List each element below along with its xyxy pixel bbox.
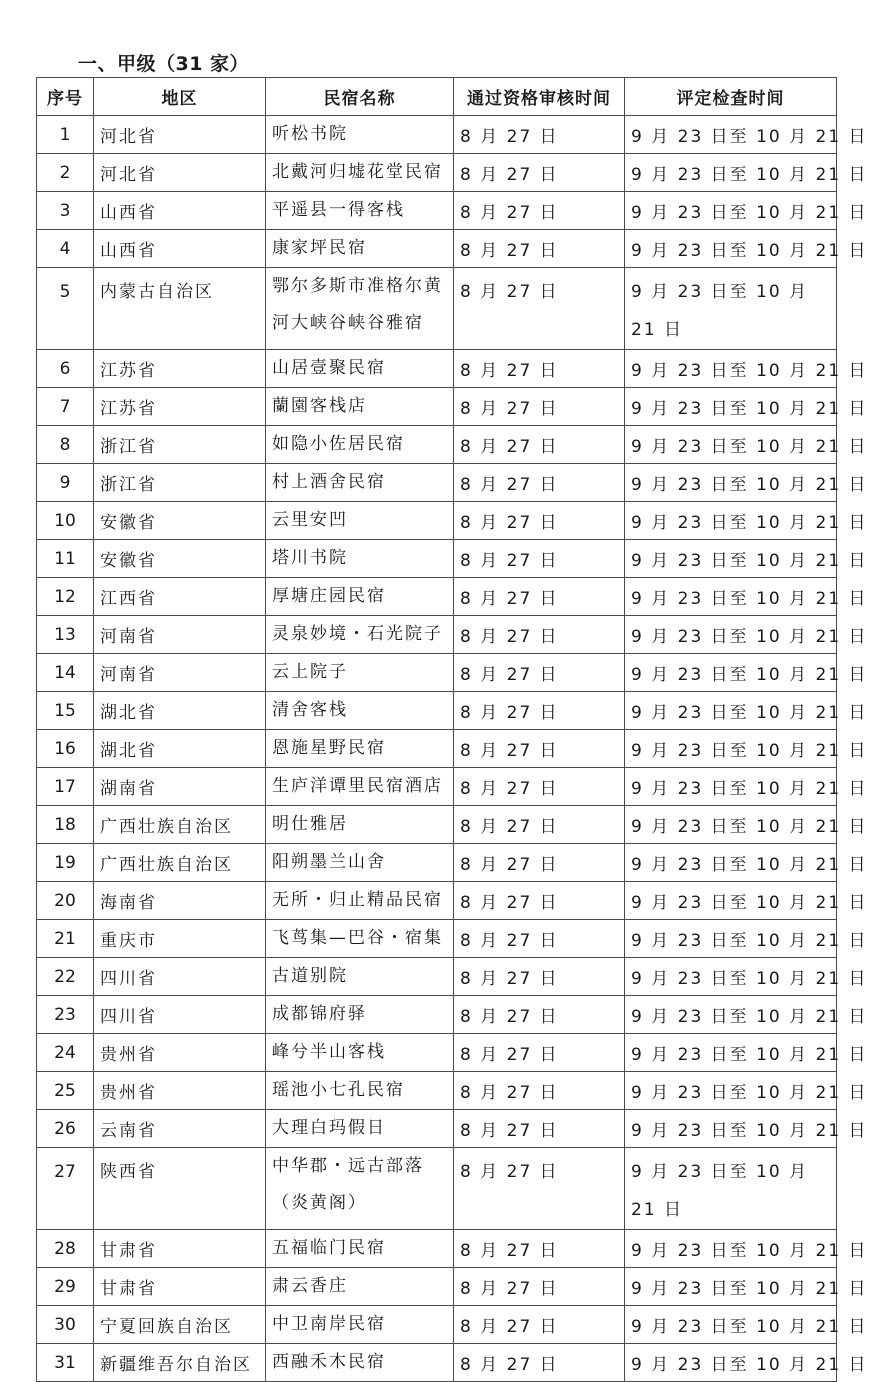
table-row — [37, 1148, 837, 1230]
cell-name — [266, 654, 454, 692]
cell-inspect-period: 9 月 23 日至 10 月 21 日 — [625, 654, 837, 692]
cell-inspect-period: 9 月 23 日至 10 月 21 日 — [625, 1230, 837, 1268]
cell-name — [266, 230, 454, 268]
cell-inspect-period: 9 月 23 日至 10 月 21 日 — [625, 540, 837, 578]
cell-qualify-date: 8 月 27 日 — [454, 920, 625, 958]
cell-name — [266, 350, 454, 388]
cell-name-line: 飞茑集—巴谷・宿集 — [272, 928, 443, 948]
cell-name — [266, 692, 454, 730]
cell-inspect-period: 9 月 23 日至 10 月 21 日 — [625, 768, 837, 806]
table-row — [37, 920, 837, 958]
cell-name-line: 厚塘庄园民宿 — [272, 586, 386, 606]
cell-no: 6 — [37, 350, 94, 388]
cell-region: 贵州省 — [94, 1034, 266, 1072]
cell-name — [266, 1110, 454, 1148]
cell-region: 山西省 — [94, 192, 266, 230]
table-row — [37, 192, 837, 230]
cell-region: 四川省 — [94, 996, 266, 1034]
table-row — [37, 464, 837, 502]
cell-no: 27 — [37, 1148, 94, 1230]
cell-qualify-date: 8 月 27 日 — [454, 154, 625, 192]
table-row — [37, 882, 837, 920]
cell-region: 河北省 — [94, 154, 266, 192]
cell-inspect-period: 9 月 23 日至 10 月 21 日 — [625, 730, 837, 768]
cell-no: 19 — [37, 844, 94, 882]
cell-name — [266, 426, 454, 464]
cell-qualify-date: 8 月 27 日 — [454, 192, 625, 230]
cell-region: 江西省 — [94, 578, 266, 616]
cell-no: 21 — [37, 920, 94, 958]
homestay-table — [36, 77, 868, 1382]
cell-qualify-date: 8 月 27 日 — [454, 844, 625, 882]
cell-region: 内蒙古自治区 — [94, 268, 266, 350]
cell-region: 河北省 — [94, 116, 266, 154]
cell-qualify-date: 8 月 27 日 — [454, 1034, 625, 1072]
cell-name — [266, 540, 454, 578]
cell-region: 宁夏回族自治区 — [94, 1306, 266, 1344]
table-row — [37, 116, 837, 154]
cell-no: 24 — [37, 1034, 94, 1072]
cell-region: 湖北省 — [94, 692, 266, 730]
cell-name — [266, 388, 454, 426]
cell-qualify-date: 8 月 27 日 — [454, 1306, 625, 1344]
cell-name — [266, 958, 454, 996]
table-row — [37, 654, 837, 692]
cell-no: 3 — [37, 192, 94, 230]
cell-inspect-period: 9 月 23 日至 10 月 21 日 — [625, 1034, 837, 1072]
cell-name-line: 蘭園客栈店 — [272, 396, 367, 416]
cell-no: 5 — [37, 268, 94, 350]
table-row — [37, 388, 837, 426]
cell-region: 浙江省 — [94, 464, 266, 502]
cell-inspect-period: 9 月 23 日至 10 月 21 日 — [625, 616, 837, 654]
cell-region: 甘肃省 — [94, 1268, 266, 1306]
cell-region: 广西壮族自治区 — [94, 844, 266, 882]
cell-qualify-date: 8 月 27 日 — [454, 1148, 625, 1230]
cell-name — [266, 616, 454, 654]
col-header-name: 民宿名称 — [266, 78, 454, 116]
cell-inspect-period: 9 月 23 日至 10 月 21 日 — [625, 1110, 837, 1148]
table-row — [37, 540, 837, 578]
cell-qualify-date: 8 月 27 日 — [454, 388, 625, 426]
cell-name — [266, 1230, 454, 1268]
col-header-no: 序号 — [37, 78, 94, 116]
cell-name — [266, 116, 454, 154]
cell-no: 9 — [37, 464, 94, 502]
cell-qualify-date: 8 月 27 日 — [454, 268, 625, 350]
cell-region: 四川省 — [94, 958, 266, 996]
cell-qualify-date: 8 月 27 日 — [454, 426, 625, 464]
cell-name-line: 五福临门民宿 — [272, 1238, 386, 1258]
cell-inspect-period: 9 月 23 日至 10 月 21 日 — [625, 1306, 837, 1344]
cell-inspect-period: 9 月 23 日至 10 月 21 日 — [625, 806, 837, 844]
table-row — [37, 768, 837, 806]
cell-name-line: 生庐洋谭里民宿酒店 — [272, 776, 443, 796]
cell-name — [266, 502, 454, 540]
cell-inspect-period: 9 月 23 日至 10 月 21 日 — [625, 920, 837, 958]
cell-name — [266, 730, 454, 768]
cell-qualify-date: 8 月 27 日 — [454, 350, 625, 388]
cell-name-line: 塔川书院 — [272, 548, 348, 568]
table-row — [37, 1230, 837, 1268]
cell-inspect-period: 9 月 23 日至 10 月 21 日 — [625, 116, 837, 154]
cell-qualify-date: 8 月 27 日 — [454, 692, 625, 730]
cell-no: 15 — [37, 692, 94, 730]
table-row — [37, 230, 837, 268]
cell-name-line: 平遥县一得客栈 — [272, 200, 405, 220]
cell-no: 14 — [37, 654, 94, 692]
cell-no: 28 — [37, 1230, 94, 1268]
cell-region: 湖北省 — [94, 730, 266, 768]
cell-name-line: 中华郡・远古部落 — [272, 1156, 424, 1176]
cell-no: 11 — [37, 540, 94, 578]
table-row — [37, 958, 837, 996]
table-row — [37, 350, 837, 388]
cell-region: 海南省 — [94, 882, 266, 920]
cell-qualify-date: 8 月 27 日 — [454, 1344, 625, 1382]
cell-region: 重庆市 — [94, 920, 266, 958]
cell-region: 甘肃省 — [94, 1230, 266, 1268]
cell-inspect-period: 9 月 23 日至 10 月 21 日 — [625, 192, 837, 230]
cell-name — [266, 806, 454, 844]
cell-region: 河南省 — [94, 616, 266, 654]
table-row — [37, 1306, 837, 1344]
cell-no: 25 — [37, 1072, 94, 1110]
cell-qualify-date: 8 月 27 日 — [454, 730, 625, 768]
cell-inspect-period: 9 月 23 日至 10 月 21 日 — [625, 350, 837, 388]
table-row — [37, 996, 837, 1034]
cell-no: 23 — [37, 996, 94, 1034]
cell-name — [266, 1034, 454, 1072]
cell-name-line: 云上院子 — [272, 662, 348, 682]
cell-inspect-period: 9 月 23 日至 10 月 21 日 — [625, 882, 837, 920]
cell-name-line: 康家坪民宿 — [272, 238, 367, 258]
cell-region: 云南省 — [94, 1110, 266, 1148]
cell-name-line: 北戴河归墟花堂民宿 — [272, 162, 443, 182]
cell-no: 16 — [37, 730, 94, 768]
col-header-qualify-date: 通过资格审核时间 — [454, 78, 625, 116]
cell-name-line: 西融禾木民宿 — [272, 1352, 386, 1372]
cell-no: 17 — [37, 768, 94, 806]
cell-name-line: 大理白玛假日 — [272, 1118, 386, 1138]
table-row — [37, 616, 837, 654]
cell-qualify-date: 8 月 27 日 — [454, 958, 625, 996]
cell-region: 陕西省 — [94, 1148, 266, 1230]
cell-name — [266, 1344, 454, 1382]
cell-qualify-date: 8 月 27 日 — [454, 540, 625, 578]
cell-qualify-date: 8 月 27 日 — [454, 882, 625, 920]
cell-name-line: 无所・归止精品民宿 — [272, 890, 443, 910]
cell-name-line: 听松书院 — [272, 124, 348, 144]
table-row — [37, 1034, 837, 1072]
col-header-inspect-period: 评定检查时间 — [625, 78, 837, 116]
cell-name-line: 峰兮半山客栈 — [272, 1042, 386, 1062]
table-row — [37, 1110, 837, 1148]
cell-name-line: 如隐小佐居民宿 — [272, 434, 405, 454]
cell-name-line: 清舍客栈 — [272, 700, 348, 720]
cell-name-line: 河大峡谷峡谷雅宿 — [272, 313, 424, 333]
table-row — [37, 426, 837, 464]
cell-qualify-date: 8 月 27 日 — [454, 996, 625, 1034]
table-row — [37, 1268, 837, 1306]
cell-inspect-period: 9 月 23 日至 10 月 21 日 — [625, 426, 837, 464]
cell-no: 22 — [37, 958, 94, 996]
cell-name — [266, 154, 454, 192]
cell-name — [266, 768, 454, 806]
table-row — [37, 154, 837, 192]
cell-inspect-period: 9 月 23 日至 10 月 21 日 — [625, 996, 837, 1034]
cell-name — [266, 268, 454, 350]
cell-region: 安徽省 — [94, 540, 266, 578]
table-row — [37, 730, 837, 768]
cell-qualify-date: 8 月 27 日 — [454, 806, 625, 844]
cell-name — [266, 1306, 454, 1344]
cell-name-line: 鄂尔多斯市准格尔黄 — [272, 276, 443, 296]
cell-no: 20 — [37, 882, 94, 920]
cell-name-line: 阳朔墨兰山舍 — [272, 852, 386, 872]
cell-no: 12 — [37, 578, 94, 616]
cell-inspect-period: 9 月 23 日至 10 月 21 日 — [625, 578, 837, 616]
cell-no: 2 — [37, 154, 94, 192]
table-row — [37, 268, 837, 350]
cell-no: 7 — [37, 388, 94, 426]
cell-region: 广西壮族自治区 — [94, 806, 266, 844]
cell-name-line: 村上酒舍民宿 — [272, 472, 386, 492]
cell-region: 江苏省 — [94, 350, 266, 388]
col-header-region: 地区 — [94, 78, 266, 116]
cell-name — [266, 1148, 454, 1230]
table-row — [37, 692, 837, 730]
table-row — [37, 1072, 837, 1110]
cell-no: 10 — [37, 502, 94, 540]
cell-name-line: 云里安凹 — [272, 510, 348, 530]
cell-name-line: 古道别院 — [272, 966, 348, 986]
table-row — [37, 578, 837, 616]
cell-qualify-date: 8 月 27 日 — [454, 768, 625, 806]
cell-inspect-period: 9 月 23 日至 10 月 21 日 — [625, 268, 837, 350]
cell-region: 江苏省 — [94, 388, 266, 426]
cell-inspect-period: 9 月 23 日至 10 月 21 日 — [625, 1072, 837, 1110]
cell-name-line: 恩施星野民宿 — [272, 738, 386, 758]
cell-qualify-date: 8 月 27 日 — [454, 230, 625, 268]
table-row — [37, 502, 837, 540]
cell-name-line: 灵泉妙境・石光院子 — [272, 624, 443, 644]
cell-region: 贵州省 — [94, 1072, 266, 1110]
cell-qualify-date: 8 月 27 日 — [454, 464, 625, 502]
cell-qualify-date: 8 月 27 日 — [454, 654, 625, 692]
cell-qualify-date: 8 月 27 日 — [454, 578, 625, 616]
cell-no: 1 — [37, 116, 94, 154]
cell-name — [266, 844, 454, 882]
cell-no: 18 — [37, 806, 94, 844]
section-heading: 一、甲级（31 家） — [78, 53, 250, 75]
cell-name — [266, 464, 454, 502]
cell-name — [266, 996, 454, 1034]
cell-inspect-period: 9 月 23 日至 10 月 21 日 — [625, 1344, 837, 1382]
cell-inspect-period: 9 月 23 日至 10 月 21 日 — [625, 692, 837, 730]
cell-region: 山西省 — [94, 230, 266, 268]
cell-region: 新疆维吾尔自治区 — [94, 1344, 266, 1382]
cell-name — [266, 1268, 454, 1306]
cell-name — [266, 882, 454, 920]
cell-no: 4 — [37, 230, 94, 268]
cell-inspect-period: 9 月 23 日至 10 月 21 日 — [625, 154, 837, 192]
cell-name-line: （炎黄阁） — [272, 1193, 367, 1213]
cell-name-line: 山居壹聚民宿 — [272, 358, 386, 378]
cell-qualify-date: 8 月 27 日 — [454, 1110, 625, 1148]
table-row — [37, 844, 837, 882]
table-row — [37, 1344, 837, 1382]
cell-inspect-period: 9 月 23 日至 10 月 21 日 — [625, 844, 837, 882]
cell-name — [266, 192, 454, 230]
cell-inspect-period: 9 月 23 日至 10 月 21 日 — [625, 230, 837, 268]
header-row — [37, 78, 837, 116]
cell-region: 河南省 — [94, 654, 266, 692]
cell-region: 安徽省 — [94, 502, 266, 540]
cell-name-line: 中卫南岸民宿 — [272, 1314, 386, 1334]
cell-name — [266, 920, 454, 958]
cell-no: 26 — [37, 1110, 94, 1148]
cell-name — [266, 1072, 454, 1110]
cell-no: 13 — [37, 616, 94, 654]
cell-region: 浙江省 — [94, 426, 266, 464]
cell-name-line: 成都锦府驿 — [272, 1004, 367, 1024]
cell-inspect-period: 9 月 23 日至 10 月 21 日 — [625, 464, 837, 502]
cell-name-line: 肃云香庄 — [272, 1276, 348, 1296]
cell-qualify-date: 8 月 27 日 — [454, 616, 625, 654]
cell-qualify-date: 8 月 27 日 — [454, 1268, 625, 1306]
cell-inspect-period: 9 月 23 日至 10 月 21 日 — [625, 958, 837, 996]
cell-qualify-date: 8 月 27 日 — [454, 1072, 625, 1110]
cell-inspect-period: 9 月 23 日至 10 月 21 日 — [625, 1268, 837, 1306]
cell-qualify-date: 8 月 27 日 — [454, 1230, 625, 1268]
cell-inspect-period: 9 月 23 日至 10 月 21 日 — [625, 388, 837, 426]
cell-qualify-date: 8 月 27 日 — [454, 116, 625, 154]
table-row — [37, 806, 837, 844]
table-header — [37, 78, 837, 116]
table-body — [37, 116, 868, 1382]
cell-region: 湖南省 — [94, 768, 266, 806]
cell-inspect-period: 9 月 23 日至 10 月 21 日 — [625, 502, 837, 540]
cell-no: 30 — [37, 1306, 94, 1344]
cell-name-line: 瑶池小七孔民宿 — [272, 1080, 405, 1100]
cell-name-line: 明仕雅居 — [272, 814, 348, 834]
cell-inspect-period: 9 月 23 日至 10 月 21 日 — [625, 1148, 837, 1230]
cell-qualify-date: 8 月 27 日 — [454, 502, 625, 540]
cell-no: 29 — [37, 1268, 94, 1306]
cell-no: 31 — [37, 1344, 94, 1382]
cell-no: 8 — [37, 426, 94, 464]
cell-name — [266, 578, 454, 616]
